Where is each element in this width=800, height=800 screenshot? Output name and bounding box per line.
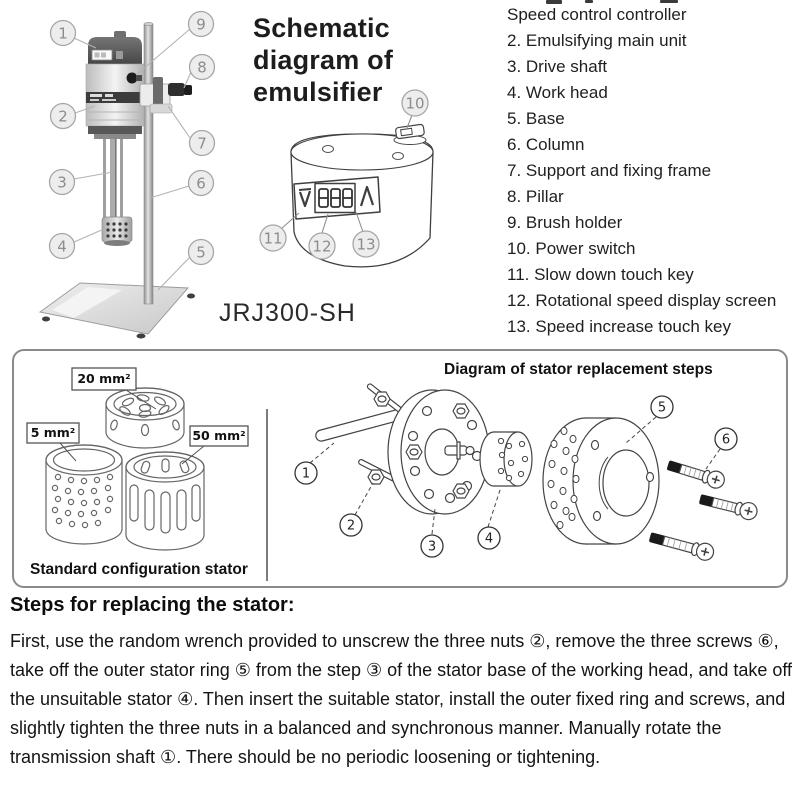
svg-text:9: 9 (196, 15, 206, 34)
replacement-steps-title: Diagram of stator replacement steps (444, 361, 713, 378)
svg-text:1: 1 (301, 466, 311, 482)
parts-list-item: 4. Work head (507, 83, 608, 102)
nut (406, 445, 422, 459)
parts-list-item: 3. Drive shaft (507, 57, 608, 76)
speed-display (315, 184, 355, 213)
callout-7 (190, 131, 215, 156)
nut (374, 392, 390, 406)
base-plate (40, 283, 195, 339)
stator-replacement-drawing (264, 359, 786, 583)
parts-list-item: 5. Base (507, 109, 565, 128)
nut (453, 404, 469, 418)
svg-text:6: 6 (721, 432, 731, 448)
parts-list-item: 7. Support and fixing frame (507, 161, 712, 180)
nut (368, 470, 384, 484)
brush-holder-knob (127, 73, 138, 84)
svg-text:12: 12 (312, 237, 332, 256)
parts-list-item: 11. Slow down touch key (507, 265, 694, 284)
pillar-knob (168, 83, 185, 96)
label-50mm: 50 mm² (192, 428, 246, 443)
callout-12 (309, 233, 335, 259)
parts-list-item: Speed control controller (507, 5, 687, 24)
parts-list-item: 6. Column (507, 135, 585, 154)
callout-step-5 (651, 396, 673, 418)
callout-11 (260, 225, 286, 251)
svg-text:7: 7 (197, 134, 207, 153)
callout-8 (190, 55, 215, 80)
control-panel (294, 177, 380, 219)
svg-text:4: 4 (57, 237, 67, 256)
work-head (102, 217, 132, 246)
svg-text:5: 5 (196, 243, 206, 262)
callout-1 (51, 21, 76, 46)
screw (648, 529, 716, 562)
callout-step-4 (478, 527, 500, 549)
callout-step-6 (715, 428, 737, 450)
parts-list-item: 12. Rotational speed display screen (507, 291, 777, 310)
svg-text:8: 8 (197, 58, 207, 77)
svg-text:6: 6 (196, 174, 206, 193)
page-title: Schematic diagram of emulsifier (253, 13, 394, 107)
callout-step-3 (421, 535, 443, 557)
svg-text:10: 10 (405, 94, 425, 113)
label-5mm: 5 mm² (30, 425, 76, 440)
stator-ring (480, 432, 532, 486)
parts-list (507, 2, 776, 340)
parts-list-item: 9. Brush holder (507, 213, 623, 232)
screw (666, 457, 727, 490)
svg-text:2: 2 (58, 107, 68, 126)
svg-text:13: 13 (356, 235, 376, 254)
svg-text:2: 2 (346, 518, 356, 534)
stator-base-disc (388, 390, 489, 514)
stator-ring-5mm (46, 445, 122, 544)
model-label: JRJ300-SH (219, 299, 356, 327)
motor-label-band (86, 92, 144, 103)
parts-list-item: 10. Power switch (507, 239, 636, 258)
outer-fixed-ring (543, 418, 659, 544)
callout-5 (189, 240, 214, 265)
label-20mm: 20 mm² (77, 371, 131, 386)
svg-text:3: 3 (427, 539, 437, 555)
callout-2 (51, 104, 76, 129)
standard-stator-caption: Standard configuration stator (30, 561, 248, 578)
steps-heading: Steps for replacing the stator: (10, 594, 295, 616)
power-switch (394, 124, 426, 144)
stator-ring-20mm (106, 388, 184, 448)
callout-4 (50, 234, 75, 259)
parts-list-item: 13. Speed increase touch key (507, 317, 731, 336)
nut (453, 484, 469, 498)
callout-13 (353, 231, 379, 257)
callout-step-2 (340, 514, 362, 536)
parts-list-item: 2. Emulsifying main unit (507, 31, 687, 50)
svg-text:5: 5 (657, 400, 667, 416)
callout-6 (189, 171, 214, 196)
steps-paragraph: First, use the random wrench provided to unscrew the three nuts ②, remove the three screws ⑥, take off the outer stator ring ⑤ from the step ③ of the stator base of the working head, and take off the unsuitable stator ④. Then insert the suitable stator, install the outer fixed ring and screws, and slightly tighten the three nuts in a balanced and synchronous manner. Manually rotate the transmission shaft ①. There should be no periodic loosening or tightening. (10, 631, 793, 767)
callout-3 (50, 170, 75, 195)
callout-9 (189, 12, 214, 37)
controller-drawing (260, 90, 433, 267)
svg-text:4: 4 (484, 531, 494, 547)
screw (698, 491, 759, 522)
svg-text:3: 3 (57, 173, 67, 192)
svg-text:11: 11 (263, 229, 283, 248)
drive-shaft (103, 136, 123, 222)
standard-stators-drawing (18, 357, 268, 563)
parts-list-item: 8. Pillar (507, 187, 564, 206)
stator-ring-50mm (126, 452, 204, 550)
stator-section-box (12, 349, 788, 588)
callout-step-1 (295, 462, 317, 484)
svg-text:1: 1 (58, 24, 68, 43)
